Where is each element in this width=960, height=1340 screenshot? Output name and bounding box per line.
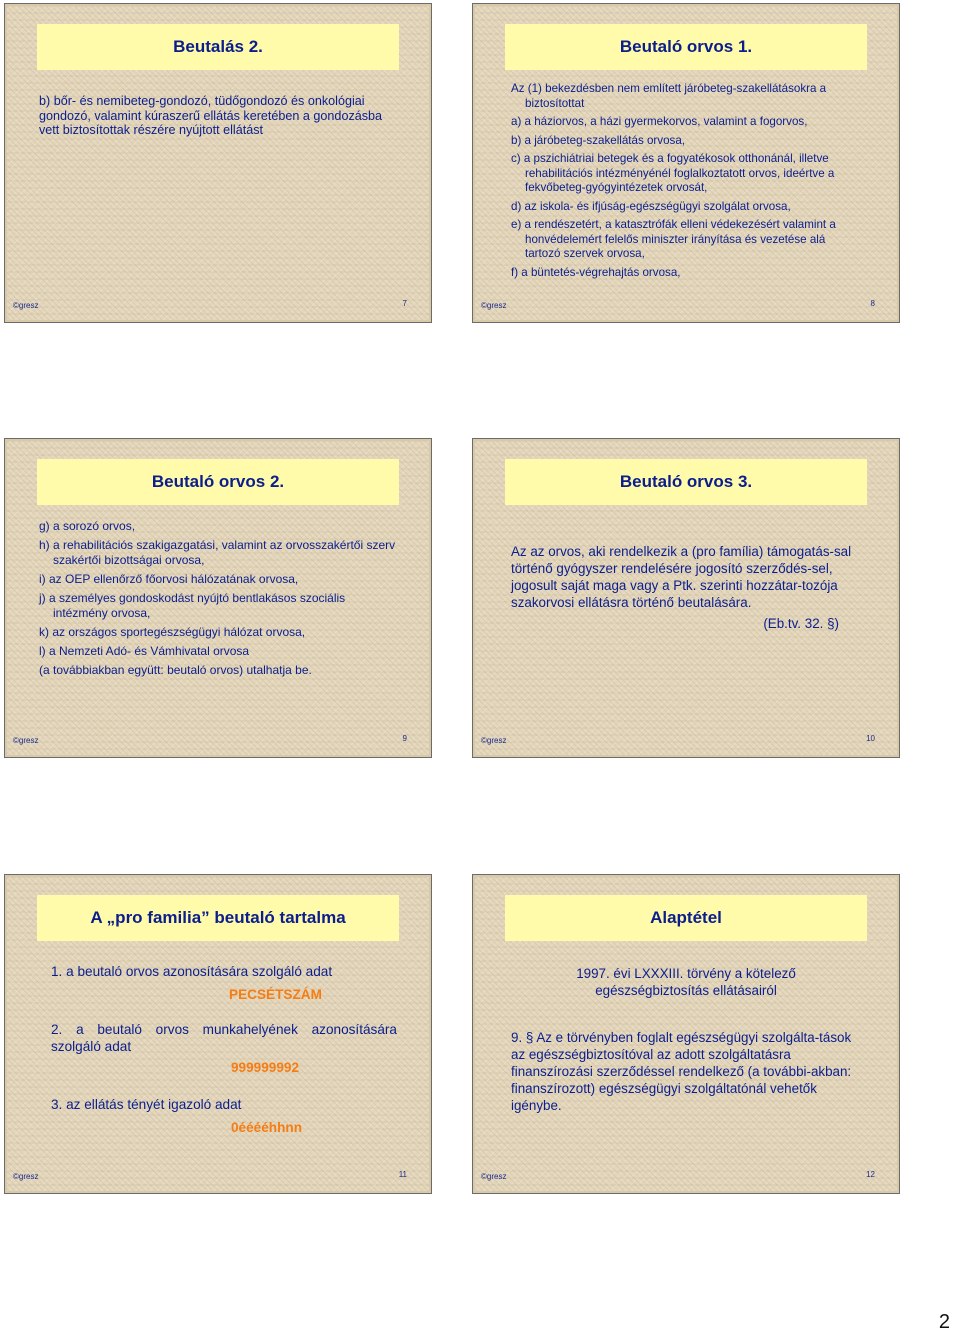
text-line: j) a személyes gondoskodást nyújtó bentlakásos szociális intézmény orvosa, [39, 591, 346, 620]
list-item: 3. az ellátás tényét igazoló adat [51, 1097, 242, 1112]
text-line: Az (1) bekezdésben nem említett járóbeteg-szakellátásokra a biztosítottat [511, 82, 827, 110]
slide-number: 12 [866, 1170, 875, 1179]
text-line: 1997. évi LXXXIII. törvény a kötelező egészségbiztosítás ellátásairól [576, 966, 796, 998]
slide-number: 7 [402, 299, 407, 308]
text-line: l) a Nemzeti Adó- és Vámhivatal orvosa [39, 644, 250, 658]
copyright-label: ©gresz [481, 736, 507, 745]
copyright-label: ©gresz [481, 301, 507, 310]
slide-title: Beutaló orvos 1. [505, 24, 867, 70]
slide-title: Alaptétel [505, 895, 867, 941]
slide-9 [4, 438, 432, 758]
copyright-label: ©gresz [13, 301, 39, 310]
text-line: i) az OEP ellenőrző főorvosi hálózatának orvosa, [39, 572, 299, 586]
identifier-value: 999999992 [231, 1060, 300, 1075]
text-line: e) a rendészetért, a katasztrófák elleni védekezésért valamint a honvédelemért felelős miniszter irányítása és vezetése alá tartozó szervek orvosa, [511, 218, 836, 260]
list-item: 1. a beutaló orvos azonosítására szolgáló adat [51, 964, 333, 979]
slide-body [39, 94, 389, 142]
slide-title: Beutaló orvos 2. [37, 459, 399, 505]
copyright-label: ©gresz [481, 1172, 507, 1181]
text-line: h) a rehabilitációs szakigazgatási, valamint az orvosszakértői szerv szakértői bizottságai orvosa, [39, 538, 396, 567]
slide-10 [472, 438, 900, 758]
slide-body [51, 963, 397, 1140]
text-line: b) a járóbeteg-szakellátás orvosa, [511, 133, 685, 147]
slide-title: Beutalás 2. [37, 24, 399, 70]
slide-title: Beutaló orvos 3. [505, 459, 867, 505]
slide-body [511, 82, 861, 284]
slide-8 [472, 3, 900, 323]
identifier-value: 0ééééhhnn [231, 1120, 303, 1135]
text-line: g) a sorozó orvos, [39, 519, 136, 533]
slide-7 [4, 3, 432, 323]
slide-title: A „pro familia” beutaló tartalma [37, 895, 399, 941]
list-item: 2. a beutaló orvos munkahelyének azonosítására szolgáló adat [51, 1022, 397, 1054]
slide-11 [4, 874, 432, 1194]
text-line: d) az iskola- és ifjúság-egészségügyi szolgálat orvosa, [511, 199, 791, 213]
copyright-label: ©gresz [13, 1172, 39, 1181]
slide-12 [472, 874, 900, 1194]
slide-number: 8 [870, 299, 875, 308]
slide-number: 11 [398, 1170, 407, 1179]
slide-number: 10 [866, 734, 875, 743]
legal-reference: (Eb.tv. 32. §) [763, 616, 839, 631]
text-line: (a továbbiakban együtt: beutaló orvos) utalhatja be. [39, 663, 312, 677]
slide-body [511, 965, 861, 1118]
text-line: 9. § Az e törvényben foglalt egészségügyi szolgálta-tások az egészségbiztosítóval az adott szolgáltatásra finanszírozási szerződéssel rendelkező (a további-akban: finanszírozott) egészségügyi szolgáltatónál vehetők igénybe. [511, 1030, 852, 1113]
identifier-value: PECSÉTSZÁM [229, 987, 322, 1002]
page-number: 2 [938, 1311, 950, 1333]
text-line: c) a pszichiátriai betegek és a fogyatékosok otthonánál, illetve rehabilitációs intézményénél foglalkoztatott orvos, ideértve a fekvőbeteg-gyógyintézetek orvosát, [511, 152, 835, 194]
text-line: f) a büntetés-végrehajtás orvosa, [511, 265, 681, 279]
text-line: k) az országos sportegészségügyi hálózat orvosa, [39, 625, 306, 639]
text-line: b) bőr- és nemibeteg-gondozó, tüdőgondozó és onkológiai gondozó, valamint kúraszerű ellátás keretében a gondozásba vett biztosítottak részére nyújtott ellátást [39, 94, 383, 137]
slide-body [511, 543, 859, 636]
copyright-label: ©gresz [13, 736, 39, 745]
slide-number: 9 [402, 734, 407, 743]
slide-body [39, 519, 399, 682]
text-line: a) a háziorvos, a házi gyermekorvos, valamint a fogorvos, [511, 115, 808, 128]
text-line: Az az orvos, aki rendelkezik a (pro família) támogatás-sal történő gyógyszer rendelésére jogosító szerződés-sel, jogosult saját maga vagy a Ptk. szerinti hozzátar-tozója szakorvosi ellátásra történő beutalására. [511, 544, 852, 610]
